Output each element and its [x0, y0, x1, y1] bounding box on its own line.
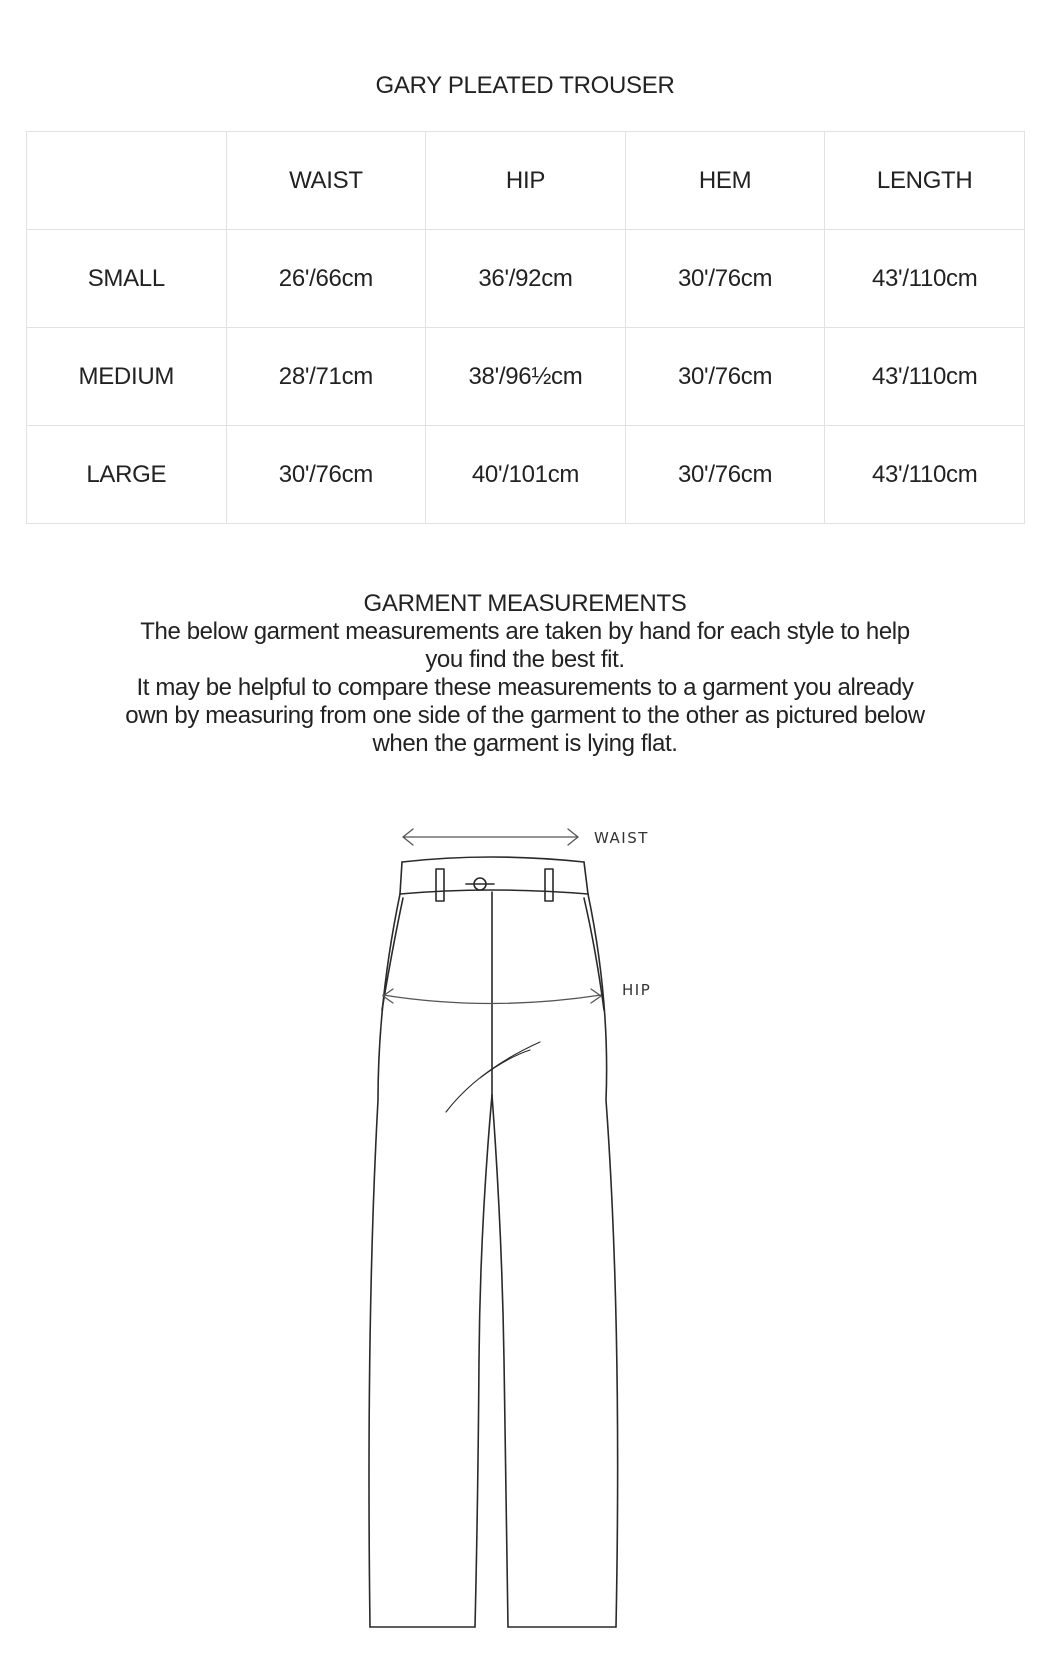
description-paragraph: It may be helpful to compare these measurements to a garment you already own by measuring from one side of the garment to the other as pictured below when the garment is lying flat.: [125, 674, 925, 757]
size-label-cell: MEDIUM: [27, 328, 227, 426]
table-row: [27, 230, 1025, 328]
waist-label: WAIST: [594, 829, 649, 847]
table-cell: 43'/110cm: [825, 426, 1025, 524]
table-cell: 28'/71cm: [226, 328, 426, 426]
left-outer-seam: [369, 894, 400, 1627]
table-header-cell: HIP: [426, 132, 626, 230]
table-cell: 30'/76cm: [625, 426, 825, 524]
waist-measure-arrow: [403, 829, 578, 845]
waistband: [400, 857, 588, 901]
table-cell: 30'/76cm: [625, 328, 825, 426]
button-icon: [466, 878, 494, 890]
table-row: [27, 328, 1025, 426]
right-pocket: [584, 898, 604, 1010]
table-cell: 43'/110cm: [825, 230, 1025, 328]
table-cell: 43'/110cm: [825, 328, 1025, 426]
table-cell: 38'/96½cm: [426, 328, 626, 426]
table-cell: 30'/76cm: [226, 426, 426, 524]
table-cell: 40'/101cm: [426, 426, 626, 524]
size-chart-table: [26, 131, 1025, 524]
trouser-diagram: [0, 800, 1050, 1650]
product-title: GARY PLEATED TROUSER: [375, 72, 675, 99]
left-pocket: [382, 898, 403, 1010]
size-label-cell: LARGE: [27, 426, 227, 524]
table-header-cell: [27, 132, 227, 230]
left-inner-seam: [475, 1095, 492, 1627]
table-header-cell: HEM: [625, 132, 825, 230]
fabric-crease: [480, 1050, 530, 1078]
size-label-cell: SMALL: [27, 230, 227, 328]
table-header-row: [27, 132, 1025, 230]
table-cell: 30'/76cm: [625, 230, 825, 328]
measurements-heading: GARMENT MEASUREMENTS: [363, 590, 687, 617]
table-cell: 26'/66cm: [226, 230, 426, 328]
table-cell: 36'/92cm: [426, 230, 626, 328]
trouser-illustration: [0, 800, 1050, 1650]
table-header-cell: WAIST: [226, 132, 426, 230]
description-paragraph: The below garment measurements are taken by hand for each style to help you find the best fit.: [140, 618, 910, 673]
hip-label: HIP: [622, 981, 652, 999]
measurements-description: [125, 618, 925, 758]
right-inner-seam: [492, 1095, 508, 1627]
table-header-cell: LENGTH: [825, 132, 1025, 230]
table-row: [27, 426, 1025, 524]
